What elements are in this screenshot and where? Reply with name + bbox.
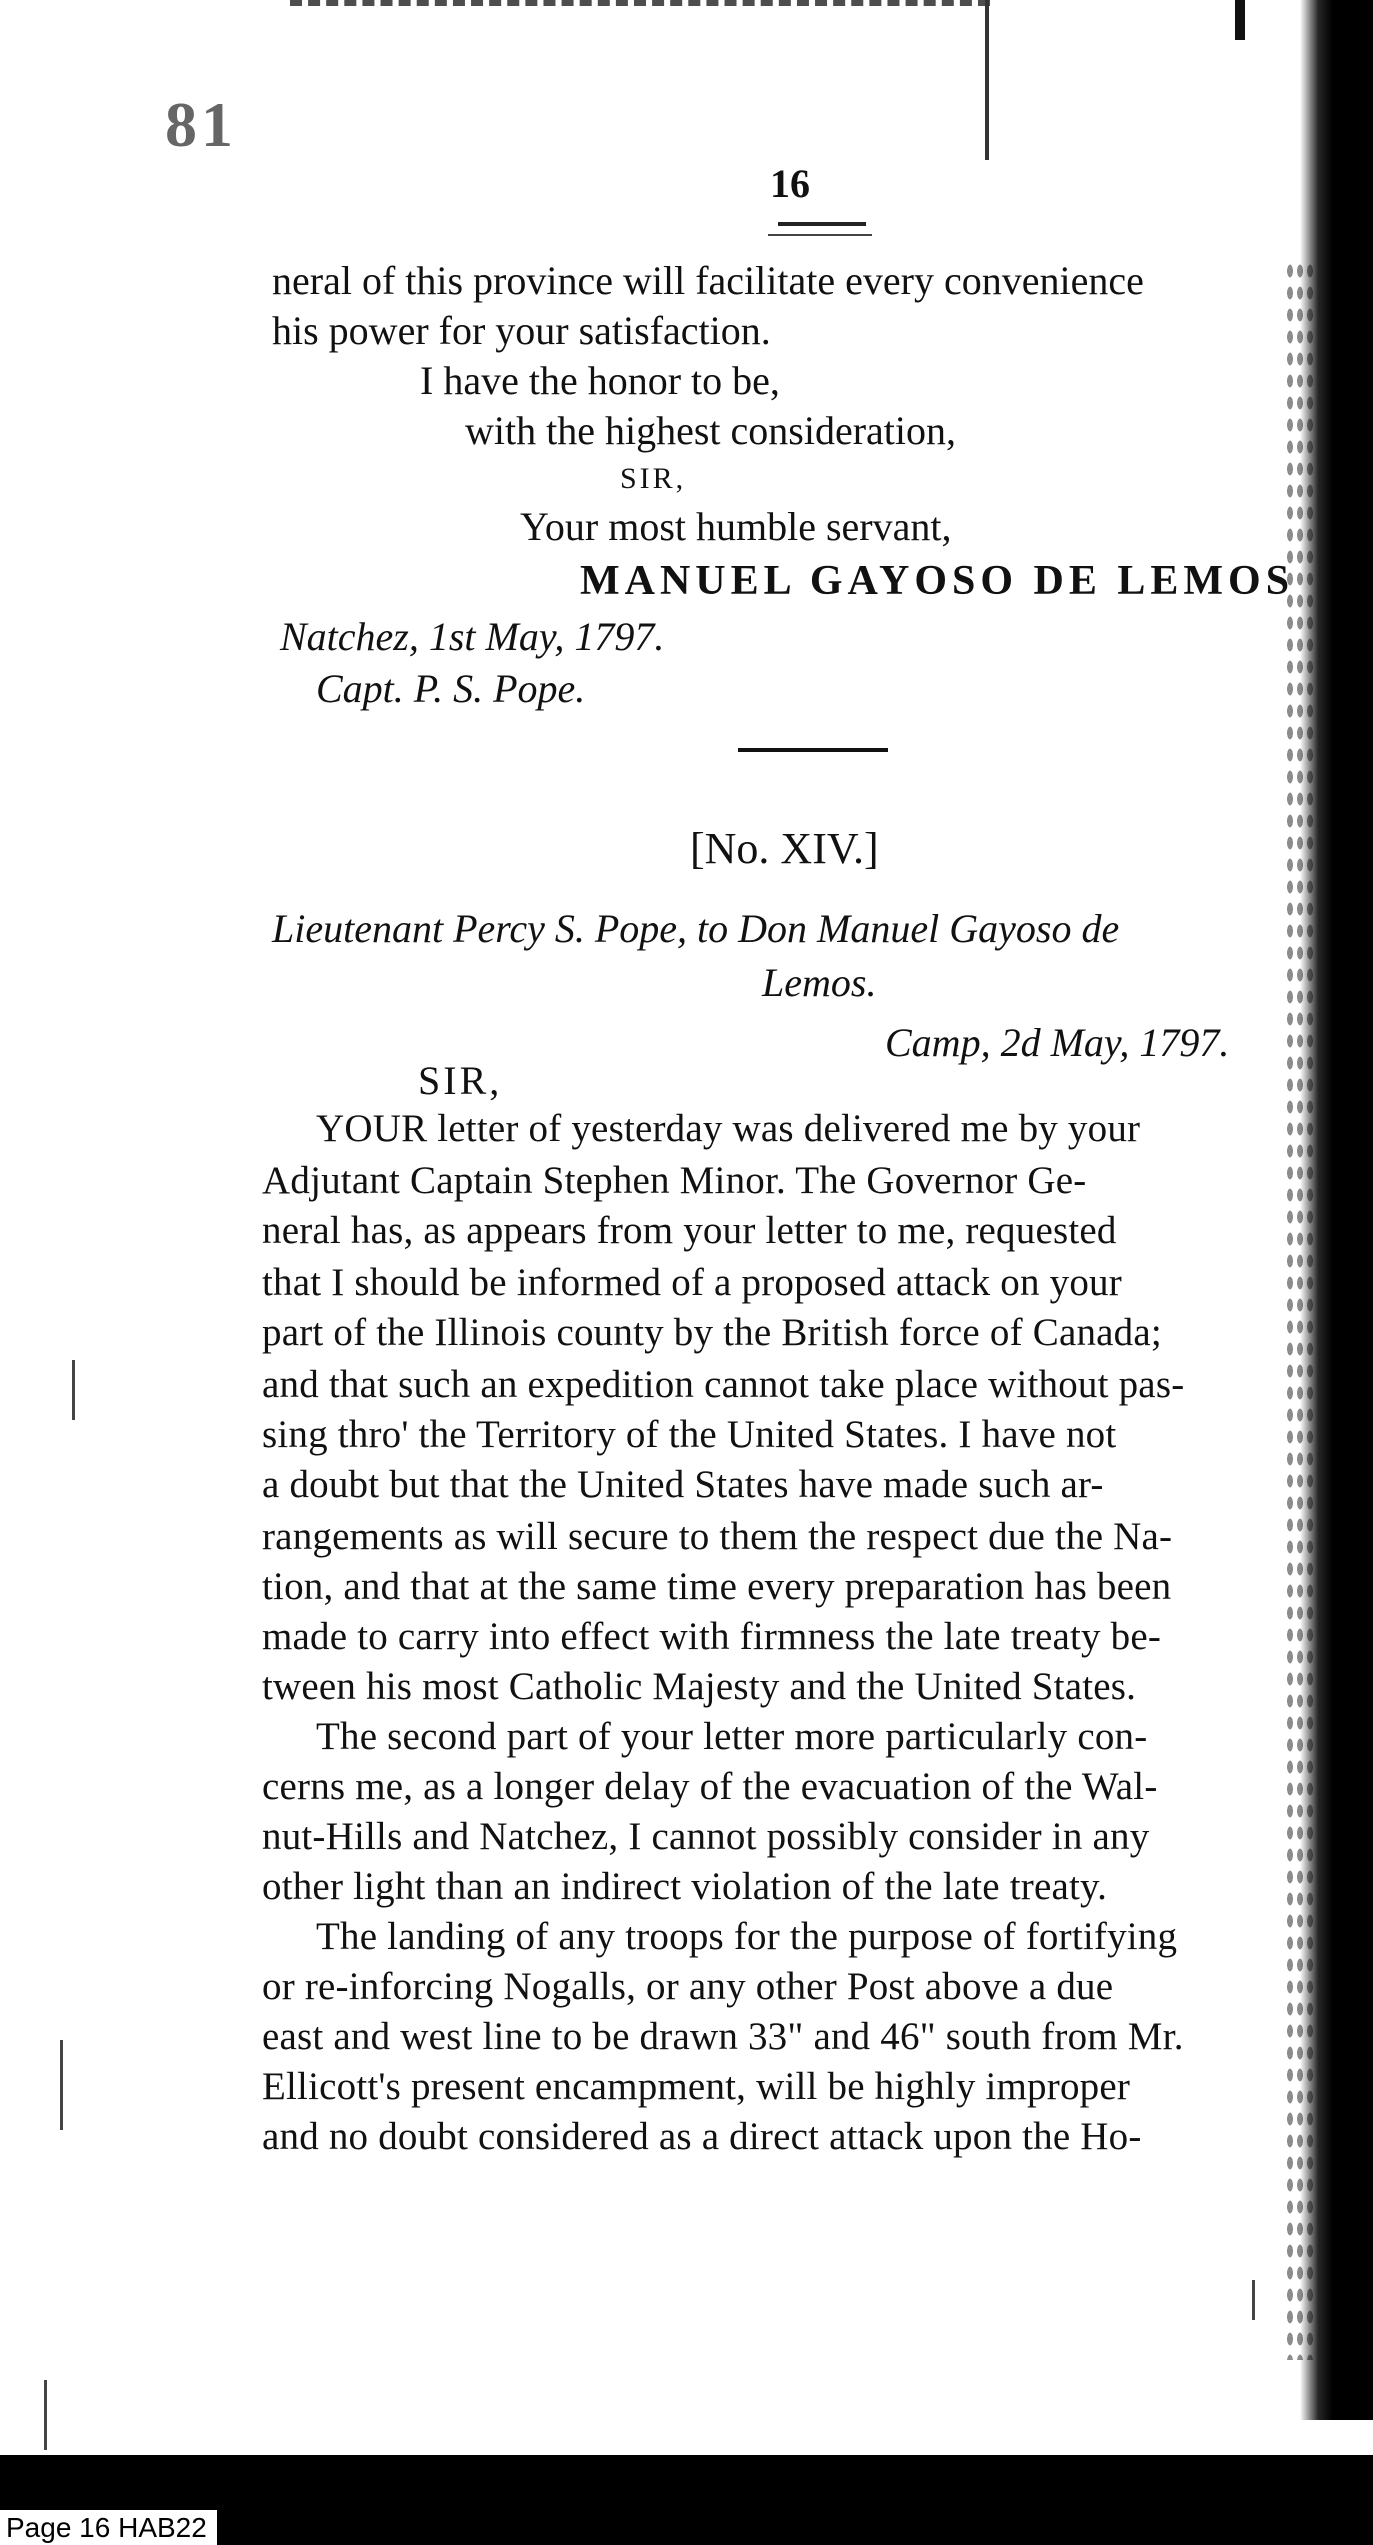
letter2-line: Adjutant Captain Stephen Minor. The Governor Ge-: [262, 1159, 1087, 1202]
letter2-number: [No. XIV.]: [690, 824, 879, 873]
letter1-line-2: his power for your satisfaction.: [272, 308, 771, 353]
scan-artifact: [44, 2380, 47, 2450]
scan-artifact: [1252, 2280, 1255, 2320]
scan-artifact: [72, 1360, 75, 1420]
letter2-line: neral has, as appears from your letter to me, requested: [262, 1209, 1117, 1252]
letter2-line: The second part of your letter more particularly con-: [316, 1715, 1148, 1758]
letter2-line: rangements as will secure to them the respect due the Na-: [262, 1515, 1173, 1558]
letter2-heading-1: Lieutenant Percy S. Pope, to Don Manuel Gayoso de: [272, 906, 1120, 951]
letter2-line: or re-inforcing Nogalls, or any other Post above a due: [262, 1965, 1114, 2008]
letter2-line: that I should be informed of a proposed attack on your: [262, 1261, 1122, 1304]
letter2-salutation: SIR,: [418, 1058, 503, 1103]
letter2-line: sing thro' the Territory of the United States. I have not: [262, 1413, 1117, 1456]
letter2-line: YOUR letter of yesterday was delivered me by your: [316, 1107, 1141, 1150]
letter2-line: nut-Hills and Natchez, I cannot possibly consider in any: [262, 1815, 1150, 1858]
letter2-line: and that such an expedition cannot take place without pas-: [262, 1363, 1185, 1406]
letter2-line: east and west line to be drawn 33" and 46" south from Mr.: [262, 2015, 1184, 2058]
letter1-recipient: Capt. P. S. Pope.: [316, 666, 586, 711]
previous-page-remnant: [290, 0, 990, 20]
letter2-line: The landing of any troops for the purpose of fortifying: [316, 1915, 1178, 1958]
letter2-line: a doubt but that the United States have made such ar-: [262, 1463, 1104, 1506]
margin-mark: 81: [165, 89, 237, 160]
page-footer-label: Page 16 HAB22: [0, 2510, 217, 2545]
scan-artifact: [60, 2040, 63, 2130]
page-number: 16: [770, 161, 810, 206]
letter1-line-1: neral of this province will facilitate every convenience: [272, 258, 1144, 303]
letter2-line: and no doubt considered as a direct attack upon the Ho-: [262, 2115, 1142, 2158]
letter1-place-date: Natchez, 1st May, 1797.: [280, 614, 665, 659]
letter2-place-date: Camp, 2d May, 1797.: [885, 1020, 1230, 1065]
letter2-heading-2: Lemos.: [762, 960, 877, 1005]
letter2-line: tween his most Catholic Majesty and the United States.: [262, 1665, 1137, 1708]
header-rule: [778, 222, 866, 226]
letter2-line: tion, and that at the same time every preparation has been: [262, 1565, 1172, 1608]
section-divider: [738, 748, 888, 752]
letter2-line: cerns me, as a longer delay of the evacuation of the Wal-: [262, 1765, 1158, 1808]
letter2-line: other light than an indirect violation of the late treaty.: [262, 1865, 1108, 1908]
letter1-salutation-close: SIR,: [620, 462, 687, 495]
letter2-line: Ellicott's present encampment, will be highly improper: [262, 2065, 1131, 2108]
letter1-closing: I have the honor to be,: [420, 358, 780, 403]
letter1-servant: Your most humble servant,: [520, 504, 952, 549]
binding-shadow: [1300, 0, 1373, 2420]
header-rule-thin: [768, 234, 872, 236]
gutter-mark: [1235, 0, 1245, 40]
gutter-line: [985, 0, 989, 160]
letter1-closing-2: with the highest consideration,: [465, 408, 957, 453]
letter1-signature: MANUEL GAYOSO DE LEMOS: [580, 558, 1295, 604]
letter2-line: part of the Illinois county by the British force of Canada;: [262, 1311, 1162, 1354]
letter2-line: made to carry into effect with firmness the late treaty be-: [262, 1615, 1162, 1658]
